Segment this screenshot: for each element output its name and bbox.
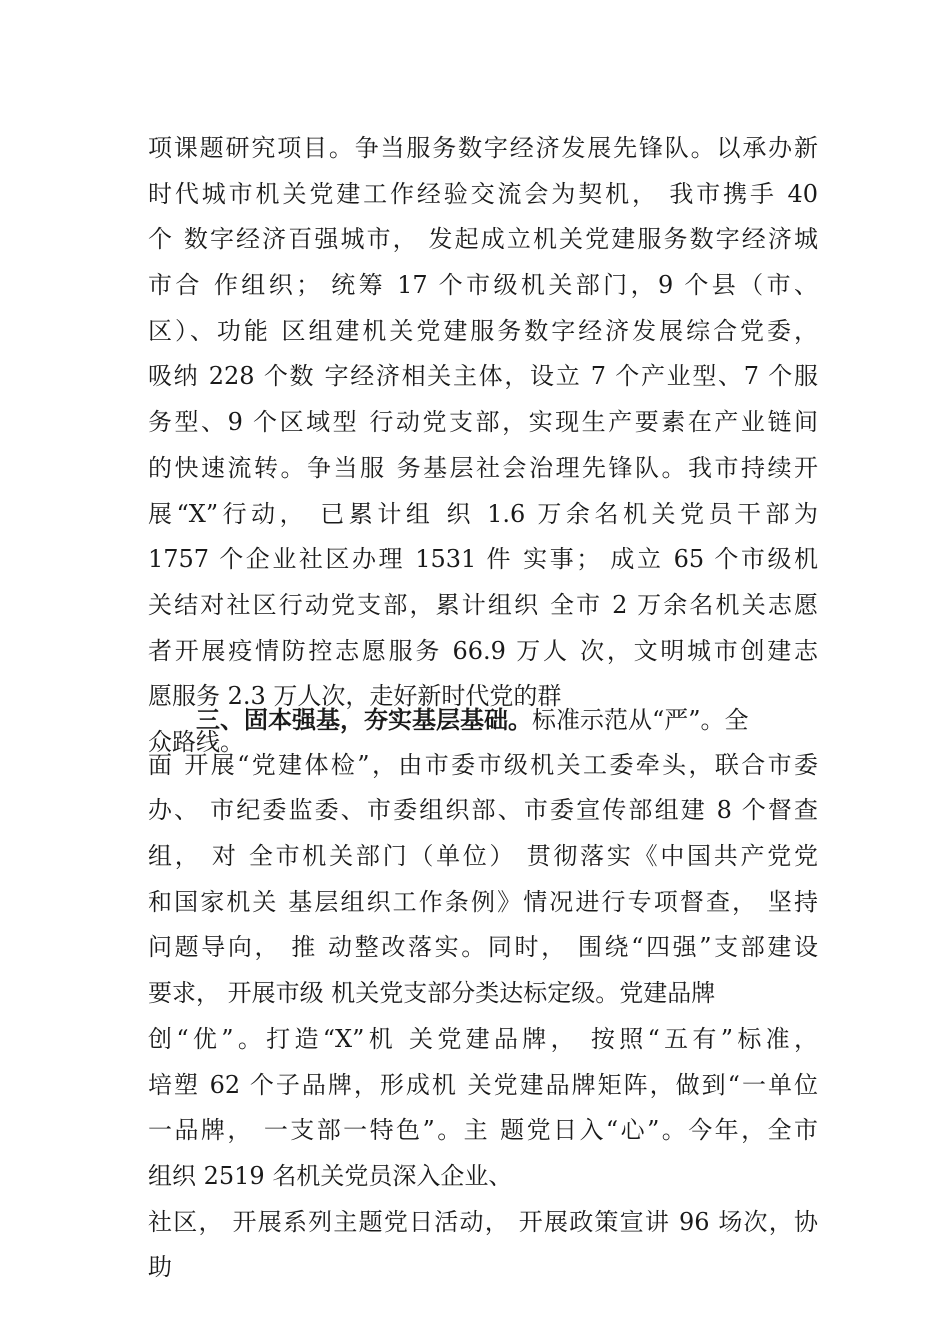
- text-line: 培塑 62 个子品牌，形成机 关党建品牌矩阵，做到“一单位: [148, 1070, 818, 1099]
- text-line: 创“优”。打造“X”机 关党建品牌， 按照“五有”标准，: [148, 1024, 818, 1053]
- text-line: 众路线。: [148, 727, 244, 756]
- paragraph-section-2: [148, 697, 818, 1291]
- text-line: 组织 2519 名机关党员深入企业、: [148, 1161, 513, 1190]
- text-line: 要求， 开展市级 机关党支部分类达标定级。党建品牌: [148, 979, 716, 1008]
- text-line: 区）、功能 区组建机关党建服务数字经济发展综合党委，: [148, 316, 818, 345]
- text-line: 组， 对 全市机关部门（单位） 贯彻落实《中国共产党党: [148, 842, 818, 871]
- text-line: 展“X”行动， 已累计组 织 1.6 万余名机关党员干部为: [148, 499, 818, 528]
- text-line: 个 数字经济百强城市， 发起成立机关党建服务数字经济城: [148, 225, 818, 254]
- text-line: 助: [148, 1253, 172, 1282]
- text-line: 者开展疫情防控志愿服务 66.9 万人 次，文明城市创建志: [148, 636, 818, 665]
- text-line: 的快速流转。争当服 务基层社会治理先锋队。我市持续开: [148, 453, 818, 482]
- text-line: 社区， 开展系列主题党日活动， 开展政策宣讲 96 场次，协: [148, 1207, 818, 1236]
- section-heading-line: [148, 697, 818, 743]
- text-line: 1757 个企业社区办理 1531 件 实事； 成立 65 个市级机: [148, 545, 818, 574]
- text-line: 时代城市机关党建工作经验交流会为契机， 我市携手 40: [148, 179, 818, 208]
- text-line: 吸纳 228 个数 字经济相关主体，设立 7 个产业型、7 个服: [148, 362, 818, 391]
- text-line: 市合 作组织； 统筹 17 个市级机关部门，9 个县（市、: [148, 271, 818, 300]
- text-line: 一品牌， 一支部一特色”。主 题党日入“心”。今年，全市: [148, 1116, 818, 1145]
- text-line: 关结对社区行动党支部，累计组织 全市 2 万余名机关志愿: [148, 590, 818, 619]
- text-line: 务型、9 个区域型 行动党支部，实现生产要素在产业链间: [148, 408, 818, 437]
- paragraph-section-1: [148, 126, 818, 766]
- text-line: 面 开展“党建体检”，由市委市级机关工委牵头，联合市委: [148, 750, 818, 779]
- text-line: 愿服务 2.3 万人次，走好新时代党的群: [148, 682, 562, 711]
- text-line: 项课题研究项目。争当服务数字经济发展先锋队。以承办新: [148, 134, 818, 162]
- text-line: 问题导向， 推 动整改落实。同时， 围绕“四强”支部建设: [148, 933, 818, 962]
- text-line: 和国家机关 基层组织工作条例》情况进行专项督查， 坚持: [148, 887, 818, 916]
- section-heading: 三、固本强基，夯实基层基础。: [196, 705, 532, 734]
- text-line: 办、 市纪委监委、市委组织部、市委宣传部组建 8 个督查: [148, 796, 818, 825]
- heading-line-rest: 标准示范从“严”。全: [532, 706, 749, 734]
